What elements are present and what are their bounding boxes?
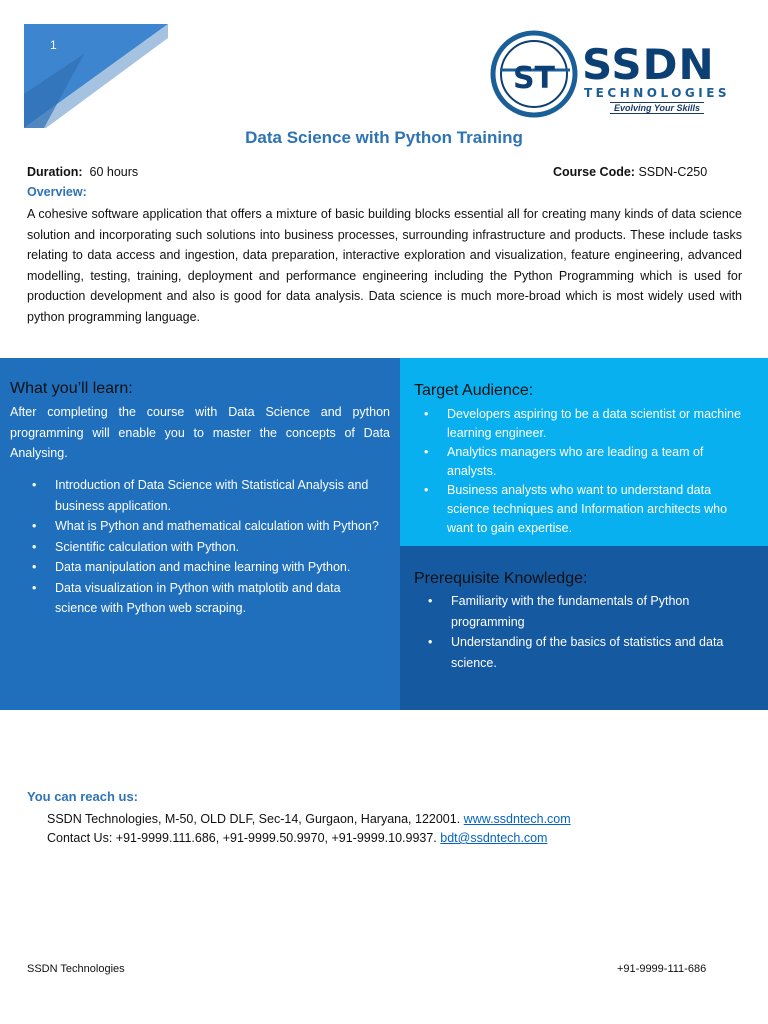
list-item: • Data visualization in Python with matplotib and data science with Python web scraping. (55, 578, 385, 619)
bullet-icon: • (424, 483, 429, 497)
corner-graphic (24, 24, 168, 128)
learn-intro: After completing the course with Data Science and python programming will enable you to master the concepts of Data Analysing. (10, 405, 390, 460)
duration (27, 165, 138, 179)
footer-company: SSDN Technologies (27, 963, 125, 975)
duration-value: 60 hours (89, 165, 139, 179)
learn-heading: What you’ll learn: (10, 380, 133, 397)
contact-block (47, 810, 571, 848)
address-line (47, 810, 571, 829)
list-item: • Introduction of Data Science with Statistical Analysis and business application. (55, 475, 385, 516)
duration-label: Duration: (27, 165, 83, 179)
list-item: • Analytics managers who are leading a team of analysts. (424, 445, 704, 478)
bullet-icon: • (32, 478, 37, 492)
bullet-icon: • (32, 539, 37, 554)
ssdn-logo (490, 28, 735, 120)
overview-heading: Overview: (27, 185, 87, 199)
prereq-list (428, 591, 761, 673)
list-item: • Developers aspiring to be a data scientist or machine learning engineer. (424, 407, 741, 440)
phone-text: Contact Us: +91-9999.111.686, +91-9999.50.9970, +91-9999.10.9937. (47, 831, 437, 845)
course-code-value: SSDN-C250 (638, 165, 708, 179)
overview-text: A cohesive software application that offers a mixture of basic building blocks essential all for creating many kinds of data science solution and incorporating such solutions into business processes, surrounding infrastructure and products. These include tasks relating to data access and ingestion, data preparation, interactive exploration and visualization, feature engineering, advanced modelling, testing, training, deployment and performance engineering including the Python Programming which is used for production development and also is good for data analysis. Data science is much more-broad which is most widely used with python programming language. (27, 207, 742, 324)
list-item: • Data manipulation and machine learning with Python. (55, 557, 385, 578)
bullet-icon: • (32, 560, 37, 574)
page-title: Data Science with Python Training (245, 128, 523, 147)
course-code (553, 165, 707, 179)
phone-line (47, 829, 571, 848)
logo-subtitle: TECHNOLOGIES (584, 86, 731, 100)
bullet-icon: • (428, 635, 433, 649)
audience-heading: Target Audience: (414, 382, 534, 399)
bullet-icon: • (32, 519, 37, 533)
course-code-label: Course Code: (553, 165, 635, 179)
list-item: • Business analysts who want to understand data science techniques and Information architects who want to gain expertise. (424, 483, 728, 535)
list-item: • Familiarity with the fundamentals of Python programming (451, 591, 761, 632)
list-item: • Scientific calculation with Python. (55, 537, 385, 558)
bullet-icon: • (32, 580, 37, 595)
email-link[interactable]: bdt@ssdntech.com (440, 831, 548, 845)
logo-monogram: ST (512, 61, 556, 96)
list-item: • What is Python and mathematical calculation with Python? (55, 516, 385, 537)
contact-heading: You can reach us: (27, 789, 139, 804)
bullet-icon: • (424, 407, 429, 421)
bullet-icon: • (428, 594, 433, 608)
footer-phone: +91-9999-111-686 (617, 963, 707, 975)
learn-list (32, 475, 385, 619)
address-text: SSDN Technologies, M-50, OLD DLF, Sec-14, Gurgaon, Haryana, 122001. (47, 812, 461, 826)
audience-list (424, 405, 747, 538)
bullet-icon: • (424, 445, 429, 459)
website-link[interactable]: www.ssdntech.com (463, 812, 571, 826)
prereq-heading: Prerequisite Knowledge: (414, 570, 588, 587)
list-item: • Understanding of the basics of statistics and data science. (451, 632, 761, 673)
page-number: 1 (50, 38, 57, 52)
logo-tagline: Evolving Your Skills (610, 102, 704, 114)
logo-name: SSDN (582, 40, 715, 89)
